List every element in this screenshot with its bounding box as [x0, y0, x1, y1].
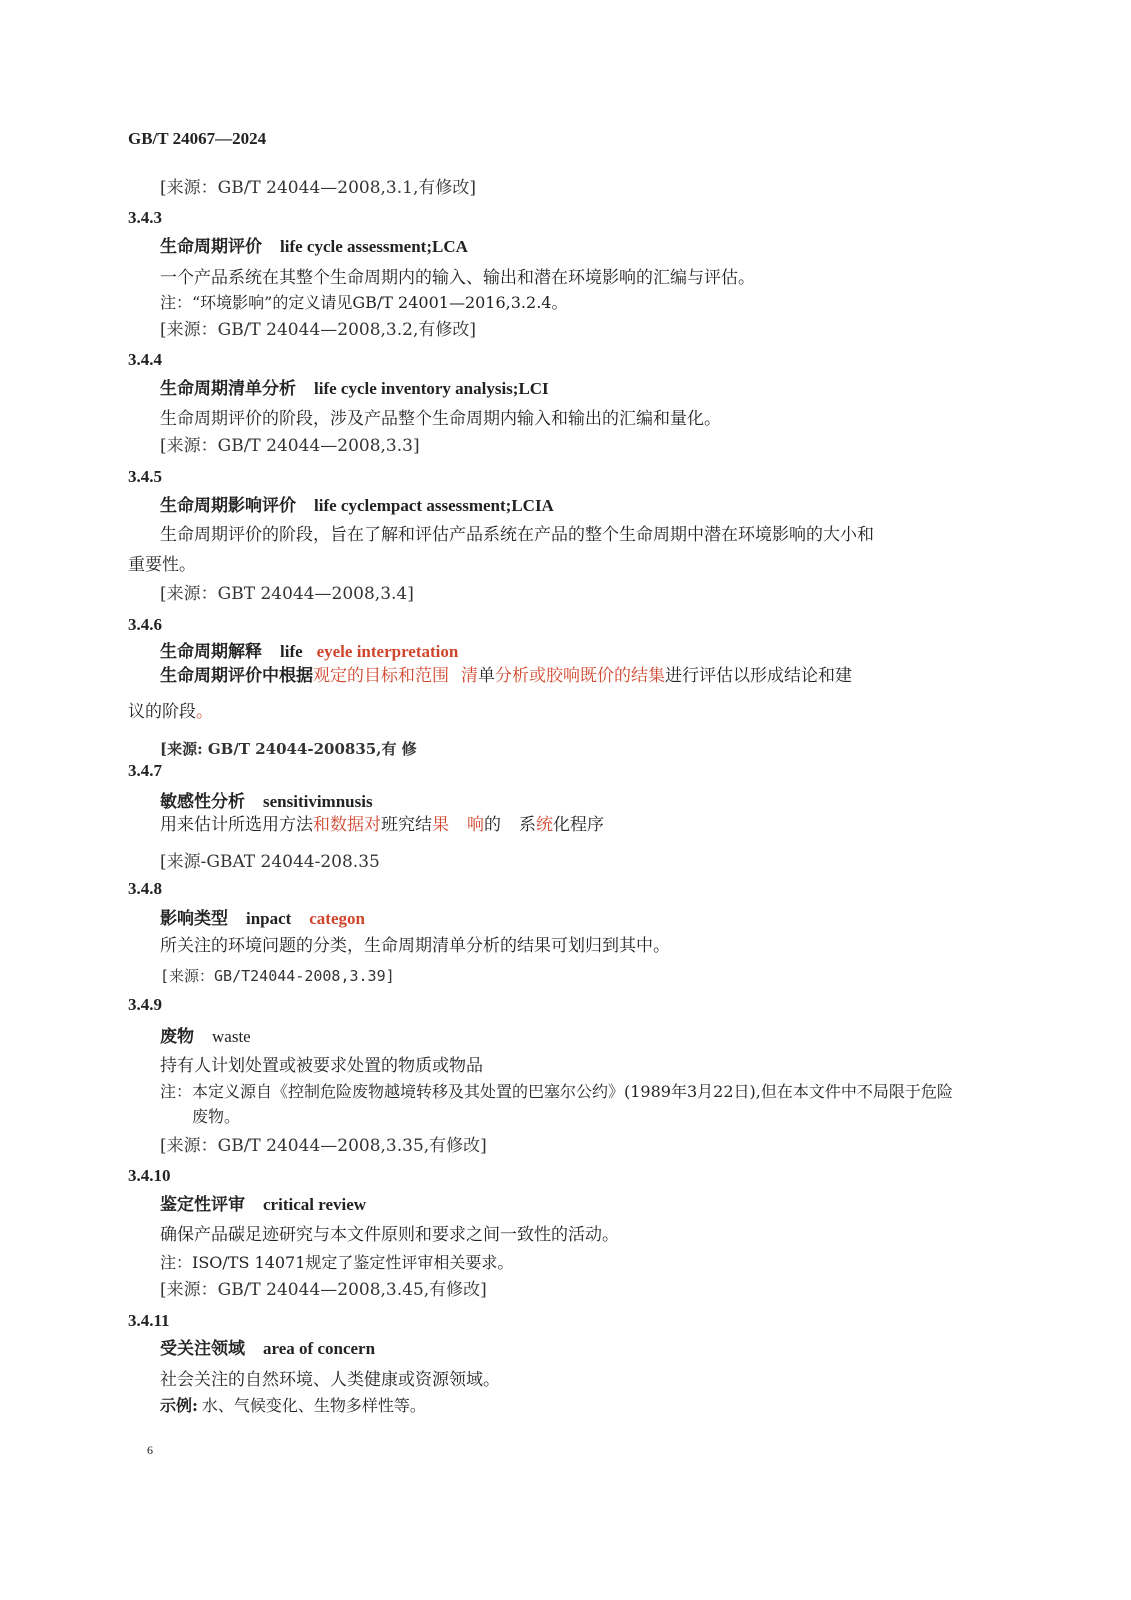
- term-title: [160, 1338, 375, 1360]
- note: 注：“环境影响”的定义请见GB/T 24001—2016,3.2.4。: [160, 293, 568, 312]
- term-definition: 社会关注的自然环境、人类健康或资源领域。: [160, 1370, 500, 1390]
- term-chinese: 鉴定性评审: [160, 1195, 245, 1215]
- term-english: sensitivimnusis: [263, 792, 373, 811]
- term-definition-continued: 重要性。: [128, 555, 196, 575]
- term-chinese: 影响类型: [160, 909, 228, 929]
- term-title: [160, 495, 554, 517]
- example-label: 示例:: [160, 1396, 198, 1415]
- definition-segment: 化程序: [553, 815, 604, 835]
- term-title: [160, 1194, 366, 1216]
- clause-number: 3.4.8: [128, 879, 162, 898]
- source-citation: [来源：GB/T 24044—2008,3.3]: [160, 436, 420, 456]
- clause-number: 3.4.7: [128, 761, 162, 780]
- term-chinese: 生命周期解释: [160, 642, 262, 662]
- clause-number: 3.4.10: [128, 1166, 171, 1185]
- term-chinese: 生命周期评价: [160, 237, 262, 257]
- term-definition: 生命周期评价的阶段，涉及产品整个生命周期内输入和输出的汇编和量化。: [160, 409, 721, 429]
- clause-number: 3.4.9: [128, 995, 162, 1014]
- term-definition: 持有人计划处置或被要求处置的物质或物品: [160, 1056, 483, 1076]
- term-definition: 生命周期评价的阶段，旨在了解和评估产品系统在产品的整个生命周期中潜在环境影响的大小和: [160, 525, 874, 545]
- source-citation: [来源：GB/T 24044—2008,3.35,有修改]: [160, 1136, 487, 1156]
- term-chinese: 生命周期清单分析: [160, 379, 296, 399]
- definition-segment-highlighted: 清: [461, 666, 478, 686]
- source-citation: [来源：GB/T 24044—2008,3.2,有修改]: [160, 320, 476, 340]
- term-title: [160, 1026, 251, 1048]
- term-english: life: [280, 642, 303, 661]
- term-definition: [160, 814, 604, 836]
- term-chinese: 受关注领域: [160, 1339, 245, 1359]
- source-citation: [来源：GB/T 24044—2008,3.45,有修改]: [160, 1280, 487, 1300]
- term-definition: [160, 665, 852, 687]
- page-number: 6: [147, 1443, 153, 1457]
- term-title: [160, 908, 365, 930]
- definition-segment-highlighted: 。: [196, 702, 213, 722]
- definition-segment: 进行评估以形成结论和建: [665, 666, 852, 686]
- definition-segment-highlighted: 和数据对: [313, 815, 381, 835]
- term-chinese: 废物: [160, 1027, 194, 1047]
- term-title: [160, 791, 373, 813]
- term-english: waste: [212, 1027, 251, 1046]
- clause-number: 3.4.5: [128, 467, 162, 486]
- term-english: critical review: [263, 1195, 367, 1214]
- note: 注：ISO/TS 14071规定了鉴定性评审相关要求。: [160, 1253, 514, 1272]
- clause-number: 3.4.11: [128, 1311, 170, 1330]
- definition-segment: 班究结: [381, 815, 432, 835]
- term-english-highlighted: eyele interpretation: [316, 642, 459, 661]
- definition-segment-highlighted: 统: [536, 815, 553, 835]
- term-title: [160, 641, 458, 663]
- term-title: [160, 236, 468, 258]
- term-title: [160, 378, 549, 400]
- term-chinese: 生命周期影响评价: [160, 496, 296, 516]
- standard-code-header: GB/T 24067—2024: [128, 129, 267, 148]
- term-english: area of concern: [263, 1339, 376, 1358]
- example: [160, 1395, 426, 1417]
- clause-number: 3.4.4: [128, 350, 162, 369]
- definition-segment-highlighted: 分析或胶响既价的结集: [495, 666, 665, 686]
- term-definition: 确保产品碳足迹研究与本文件原则和要求之间一致性的活动。: [160, 1225, 619, 1245]
- source-citation: [来源：GB/T24044-2008,3.39]: [160, 967, 395, 985]
- definition-segment: 系: [519, 815, 536, 835]
- source-citation: [来源-GBAT 24044-208.35: [160, 852, 380, 872]
- term-definition-continued: [128, 701, 213, 723]
- note-continued: 废物。: [192, 1107, 241, 1126]
- term-english-highlighted: categon: [309, 909, 365, 928]
- source-citation: [来源：GB/T 24044—2008,3.1,有修改]: [160, 178, 476, 198]
- definition-segment: 用来估计所选用方法: [160, 815, 313, 835]
- definition-segment: 单: [478, 666, 495, 686]
- term-english: life cycle inventory analysis;LCI: [314, 379, 549, 398]
- definition-segment: 的: [484, 815, 501, 835]
- term-definition: 所关注的环境问题的分类，生命周期清单分析的结果可划归到其中。: [160, 936, 670, 956]
- source-citation: [来源: GB/T 24044-200835,有 修: [160, 740, 417, 758]
- definition-segment-highlighted: 观定的目标和范围: [313, 666, 449, 686]
- note: 注：本定义源自《控制危险废物越境转移及其处置的巴塞尔公约》(1989年3月22日),但在本文件中不局限于危险: [160, 1082, 953, 1101]
- example-text: 水、气候变化、生物多样性等。: [201, 1396, 426, 1415]
- definition-segment-highlighted: 响: [467, 815, 484, 835]
- definition-segment: 生命周期评价中根据: [160, 666, 313, 686]
- source-citation: [来源：GBT 24044—2008,3.4]: [160, 584, 414, 604]
- clause-number: 3.4.6: [128, 615, 162, 634]
- definition-segment: 议的阶段: [128, 702, 196, 722]
- definition-segment-highlighted: 果: [432, 815, 449, 835]
- term-english: life cyclempact assessment;LCIA: [314, 496, 554, 515]
- term-english: life cycle assessment;LCA: [280, 237, 468, 256]
- term-chinese: 敏感性分析: [160, 792, 245, 812]
- term-english: inpact: [246, 909, 292, 928]
- clause-number: 3.4.3: [128, 208, 162, 227]
- term-definition: 一个产品系统在其整个生命周期内的输入、输出和潜在环境影响的汇编与评估。: [160, 268, 755, 288]
